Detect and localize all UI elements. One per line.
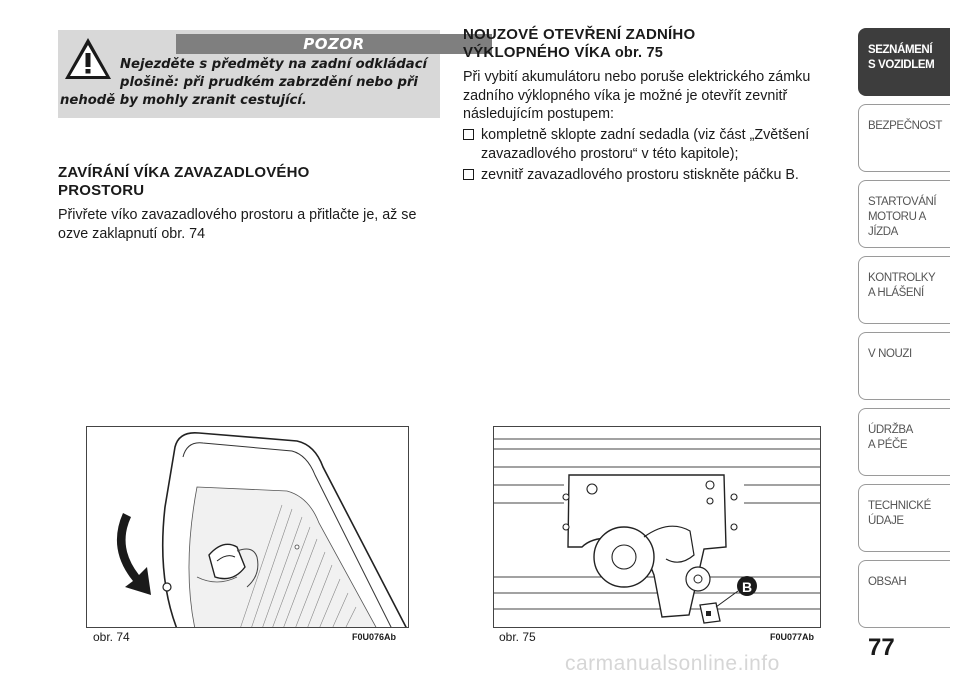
tab-seznameni[interactable]: SEZNÁMENÍ S VOZIDLEM [858,28,950,96]
tab-udrzba[interactable]: ÚDRŽBA A PÉČE [858,408,950,476]
trunk-lid-illustration [87,427,409,628]
list-item-text: kompletně sklopte zadní sedadla (viz část „Zvětšení [481,127,810,143]
para-line: ozve zaklapnutí obr. 74 [58,225,206,242]
para-line: zadního výklopného víka je možné je otevřít zevnitř [463,87,788,104]
section-heading-emergency [463,26,695,62]
callout-label: B [742,579,753,595]
tab-technicke[interactable]: TECHNICKÉ ÚDAJE [858,484,950,552]
figure-caption: obr. 74 [93,630,130,644]
warning-line-3: nehodě by mohly zranit cestující. [60,93,307,108]
warning-line-2: plošině: při prudkém zabrzdění nebo při [120,75,418,90]
figure-reference: obr. 75 [614,45,663,61]
watermark: carmanualsonline.info [565,652,780,675]
para-line: následujícím postupem: [463,106,614,122]
warning-title: POZOR [176,34,492,54]
figure-code: F0U077Ab [770,632,815,642]
figure-75-lock-mechanism [493,426,821,628]
tab-startovani[interactable]: STARTOVÁNÍ MOTORU A JÍZDA [858,180,950,248]
checkbox-bullet-icon [463,169,474,180]
tab-obsah[interactable]: OBSAH [858,560,950,628]
tab-v-nouzi[interactable]: V NOUZI [858,332,950,400]
warning-line-1: Nejezděte s předměty na zadní odkládací [120,57,428,72]
list-item-text: zavazadlového prostoru“ v této kapitole); [481,145,739,162]
heading-line: ZAVÍRÁNÍ VÍKA ZAVAZADLOVÉHO [58,164,310,181]
lock-mechanism-illustration [494,427,821,628]
closing-paragraph [58,206,448,243]
heading-line: PROSTORU [58,182,145,199]
warning-text [60,56,436,110]
list-item [463,126,848,163]
figure-code: F0U076Ab [352,632,397,642]
list-item [463,166,848,185]
page-number: 77 [868,634,895,661]
warning-box [58,30,440,118]
para-line: Přivřete víko zavazadlového prostoru a přitlačte je, až se [58,207,417,223]
heading-line: VÝKLOPNÉHO VÍKA [463,44,611,61]
section-heading-closing [58,164,310,200]
emergency-paragraph [463,68,843,124]
heading-line: NOUZOVÉ OTEVŘENÍ ZADNÍHO [463,26,696,43]
tab-kontrolky[interactable]: KONTROLKY A HLÁŠENÍ [858,256,950,324]
figure-74-trunk-lid [86,426,409,628]
tab-bezpecnost[interactable]: BEZPEČNOST [858,104,950,172]
checkbox-bullet-icon [463,129,474,140]
para-line: Při vybití akumulátoru nebo poruše elektrického zámku [463,69,811,85]
figure-caption: obr. 75 [499,630,536,644]
list-item-text: zevnitř zavazadlového prostoru stiskněte páčku B. [481,167,799,183]
steps-list [463,126,848,188]
